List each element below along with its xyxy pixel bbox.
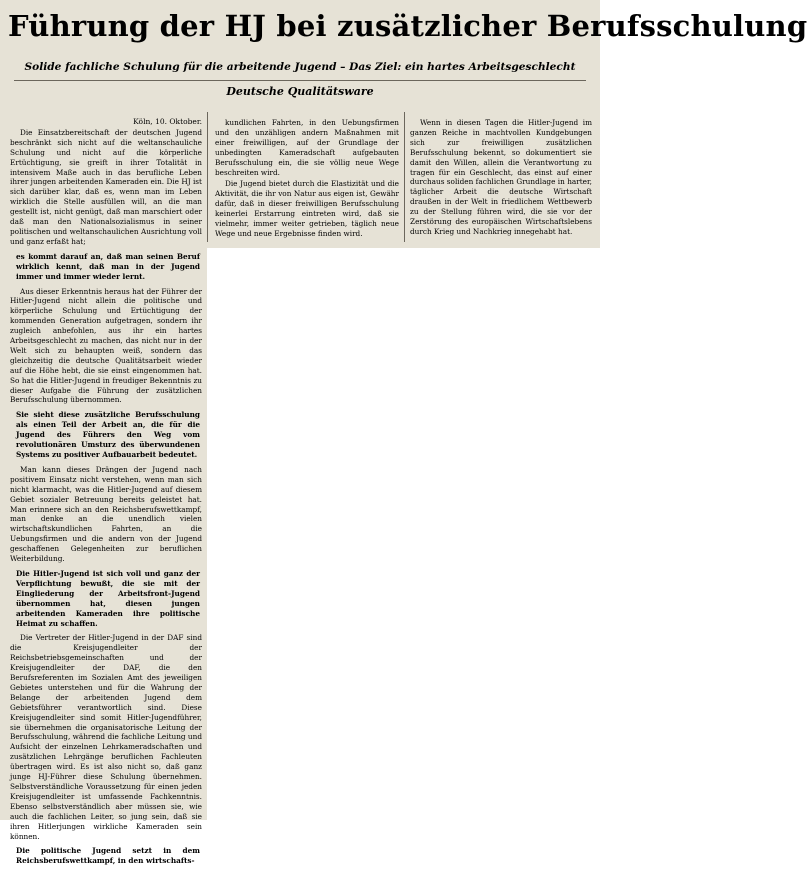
paragraph: Die Einsatzbereitschaft der deutschen Jugend beschränkt sich nicht auf die weltanschauliche Schulung und nicht auf die körperliche Ertüchtigung, sie greift in ihrer Totalität in intensivem Maße auch in das berufliche Leben ihrer jungen arbeitenden Kameraden ein. Die HJ ist sich darüber klar, daß es, wenn man im Leben wirklich die Stelle ausfüllen will, an die man gestellt ist, nicht genügt, daß man marschiert oder daß man den Nationalsozialismus in seiner politischen und weltanschaulichen Ausrichtung voll und ganz erfaßt hat; [10,127,202,246]
dateline: Köln, 10. Oktober. [133,117,202,126]
paragraph: Aus dieser Erkenntnis heraus hat der Führer der Hitler-Jugend nicht allein die politische und körperliche Schulung und Ertüchtigung der kommenden Generation aufgetragen, sondern ihr zugleich anbefohlen, aus ihr ein hartes Arbeitsgeschlecht zu machen, das nicht nur in der Welt sich zu behaupten weiß, sondern das gleichzeitig die deutsche Qualitätsarbeit wieder auf die Höhe hebt, die sie einst eingenommen hat. So hat die Hitler-Jugend in freudiger Bekenntnis zu dieser Aufgabe die Führung der zusätzlichen Berufsschulung übernommen. [10,286,202,405]
paragraph: Man kann dieses Drängen der Jugend nach positivem Einsatz nicht verstehen, wenn man sich nicht klarmacht, was die Hitler-Jugend auf diesem Gebiet sozialer Betreuung bereits geleistet hat. Man erinnere sich an den Reichsberufswettkampf, man denke an die unendlich vielen wirtschaftskundlichen Fahrten, an die Uebungsfirmen und die andern von der Jugend geschaffenen Gelegenheiten zur beruflichen Weiterbildung. [10,464,202,564]
article-column-2 [215,118,399,241]
article-column-1 [10,117,202,871]
article-subheadline-2: Deutsche Qualitätsware [226,85,374,98]
paragraph: Die Jugend bietet durch die Elastizität und die Aktivität, die ihr von Natur aus eigen ist, Gewähr dafür, daß in dieser freiwilligen Berufsschulung keinerlei Erstarrung eintreten wird, daß sie vielmehr, immer weiter getrieben, täglich neue Wege und neue Ergebnisse finden wird. [215,179,399,238]
article-headline: Führung der HJ bei zusätzlicher Berufsschulung [8,9,807,43]
paragraph: Wenn in diesen Tagen die Hitler-Jugend im ganzen Reiche in machtvollen Kundgebungen sich zur freiwilligen zusätzlichen Berufsschulung bekennt, so dokumentiert sie damit den Willen, allein die Verantwortung zu tragen für ein Geschlecht, das einst auf einer durchaus soliden fachlichen Grundlage in harter, täglicher Arbeit die deutsche Wirtschaft draußen in der Welt in friedlichem Wettbewerb zu der Stellung führen wird, die sie vor der Zerstörung des europäischen Wirtschaftslebens durch Krieg und Nachkrieg innegehabt hat. [410,118,592,236]
emphasis-paragraph: Die politische Jugend setzt in dem Reichsberufswettkampf, in den wirtschafts- [16,846,200,866]
paragraph: kundlichen Fahrten, in den Uebungsfirmen und den unzähligen andern Maßnahmen mit einer freiwilligen, auf der Grundlage der unbedingten Kameradschaft aufgebauten Berufsschulung ein, die sie völlig neue Wege beschreiten wird. [215,118,399,177]
paragraph: Die Vertreter der Hitler-Jugend in der DAF sind die Kreisjugendleiter der Reichsbetriebsgemeinschaften und der Kreisjugendleiter der DAF, die den Berufsreferenten im Sozialen Amt des jeweiligen Gebietes unterstehen und für die Wahrung der Belange der arbeitenden Jugend dem Gebietsführer verantwortlich sind. Diese Kreisjugendleiter sind somit Hitler-Jugendführer, sie übernehmen die organisatorische Leitung der Berufsschulung, während die fachliche Leitung und Aufsicht der einzelnen Lehrkameradschaften und zusätzlichen Lehrgänge beruflichen Fachleuten übertragen wird. Es ist also nicht so, daß ganz junge HJ-Führer diese Schulung übernehmen. Selbstverständliche Voraussetzung für einen jeden Kreisjugendleiter ist umfassende Fachkenntnis. Ebenso selbstverständlich aber müssen sie, wie auch die fachlichen Leiter, so jung sein, daß sie ihren Hitlerjungen wirkliche Kameraden sein können. [10,633,202,841]
column-rule [404,112,405,242]
header-rule [14,80,586,81]
emphasis-paragraph: Die Hitler-Jugend ist sich voll und ganz der Verpflichtung bewußt, die sie mit der Eingliederung der Arbeitsfront-Jugend übernommen hat, diesen jungen arbeitenden Kameraden ihre politische Heimat zu schaffen. [16,568,200,628]
emphasis-paragraph: es kommt darauf an, daß man seinen Beruf wirklich kennt, daß man in der Jugend immer und immer wieder lernt. [16,251,200,281]
article-subheadline: Solide fachliche Schulung für die arbeitende Jugend – Das Ziel: ein hartes Arbeitsgeschlecht [24,61,576,73]
article-column-3 [410,118,592,239]
emphasis-paragraph: Sie sieht diese zusätzliche Berufsschulung als einen Teil der Arbeit an, die für die Jugend des Führers den Weg vom revolutionären Umsturz des überwundenen Systems zu positiver Aufbauarbeit bedeutet. [16,410,200,459]
column-rule [207,112,208,242]
